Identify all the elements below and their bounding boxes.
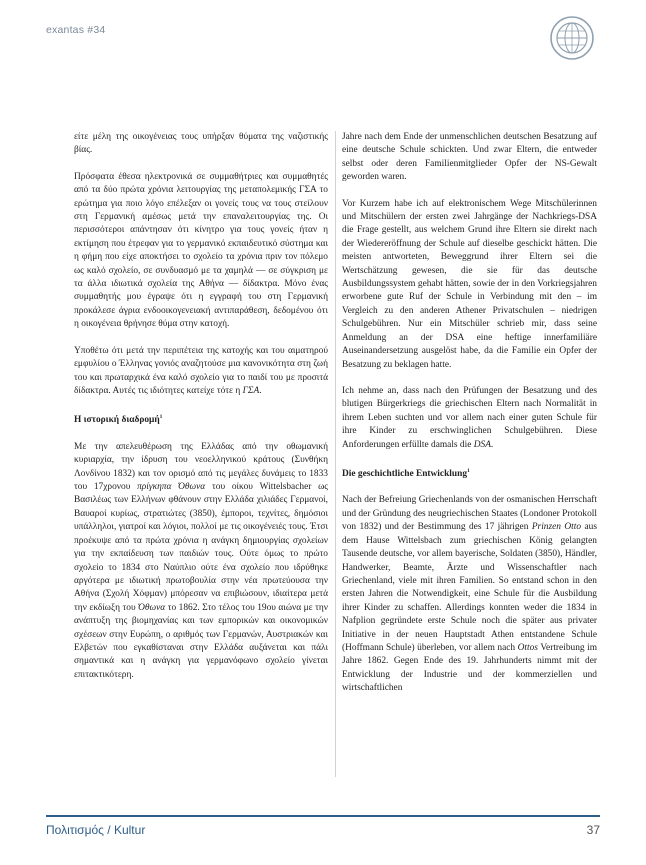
italic-text: DSA — [473, 439, 491, 450]
magazine-issue-title: exantas #34 — [46, 24, 106, 36]
italic-text: ΓΣΑ — [242, 385, 260, 396]
paragraph: Πρόσφατα έθεσα ηλεκτρονικά σε συμμαθήτριες και συμμαθητές από τα δύο πρώτα χρόνια λειτουργίας της μεταπολεμικής ΓΣΑ το ερώτημα για ποιο λόγο επέλεξαν οι γονείς τους να τους στείλουν στη Γερμανική αμέσως μετά την επαναλειτουργίας της. Οι περισσότεροι απάντησαν ότι κίνητρο για τους γονείς ήταν η εκτίμηση που έτρεφαν για το γερμανικό εκπαιδευτικό σύστημα και η φήμη που είχε αποκτήσει το σχολείο τα χρόνια πριν τον πόλεμο ως καλό σχολείο, σε συνδυασμό με τα χαμηλά — σε σύγκριση με τα άλλα ιδιωτικά σχολεία της Αθήνα — δίδακτρα. Μόνο ένας συμμαθητής μου έγραψε ότι η εγγραφή του στη Γερμανική προκάλεσε άγρια ενδοοικογενειακή αντιπαράθεση, δεδομένου ότι η οικογένεια θρήνησε θύμα στην κατοχή. — [74, 171, 328, 330]
globe-icon — [548, 14, 596, 62]
text-run: Nach der Befreiung Griechenlands von der osmanischen Herrschaft und der Gründung des neugriechischen Staates (Londoner Protokoll von 1832) und der Bestimmung des 17 jährigen — [342, 495, 597, 533]
paragraph: Vor Kurzem habe ich auf elektronischem Wege Mitschülerinnen und Mitschülern der ersten zwei Jahrgänge der Nachkriegs-DSA die Frage gestellt, aus welchem Grund ihre Eltern sie direkt nach der Wiedereröffnung der Schule auf dieselbe geschickt hätten. Die meisten antworteten, Beweggrund ihrer Eltern sei die Wertschätzung gewesen, die sie für das deutsche Ausbildungssystem gehabt hätten, sowie der in den Vorkriegsjahren erworbene gute Ruf der Schule in Verbindung mit den – im Vergleich zu den anderen Athener Privatschulen – niedrigen Schulgebühren. Nur ein Mitschüler schrieb mir, dass seine Anmeldung an der DSA eine heftige innerfamiliäre Auseinandersetzung ausgelöst habe, da die Familie ein Opfer der Besatzung zu beklagen hatte. — [342, 198, 597, 370]
heading-text: Die geschichtliche Entwicklung — [342, 469, 468, 480]
section-name: Πολιτισμός / Kultur — [46, 823, 146, 837]
text-run: Vertreibung im Jahre 1862. Gegen Ende des 19. Jahrhunderts nimmt mit der Entwicklung der Industrie und der kommerziellen und wirtschaftlichen — [342, 642, 597, 694]
text-run: Υποθέτω ότι μετά την περιπέτεια της κατοχής και του αιματηρού εμφυλίου ο Έλληνας γονιός αναζητούσε μια κανονικότητα στη ζωή του και πρωταρχικά ένα καλό σχολείο για το παιδί του με προσιτά δίδακτρα. Αυτές τις ιδιότητες κατείχε τότε η — [74, 345, 328, 396]
paragraph — [74, 441, 328, 682]
italic-text: Ottos — [517, 642, 538, 653]
text-run: . — [259, 385, 262, 396]
section-heading — [74, 411, 328, 428]
text-run: . — [490, 439, 494, 450]
text-run: aus dem Hause Wittelsbach zum griechischen König gelangten Tausende deutsche, vor allem bayerische, Soldaten (3850), Händler, Handwerker, Beamte, Ärzte und Wissenschaftler nach Griechenland, viele mit ihren Familien. So entstand schon in den ersten Jahren die Notwendigkeit, eine Schule für die Ausbildung ihrer Kinder zu schaffen. Allerdings konnten weder die 1834 in Nafplion gegründete erste Schule noch die später aus privater Initiative in der neuen Hauptstadt Athen entstandene Schule (Hoffmann Schule) überleben, vor allem nach — [342, 522, 597, 653]
italic-text: πρίγκηπα Όθωνα — [137, 482, 206, 493]
italic-text: Prinzen Otto — [531, 522, 582, 533]
footnote-marker: 1 — [467, 467, 470, 474]
text-run: Με την απελευθέρωση της Ελλάδας από την οθωμανική κυριαρχία, την ίδρυση του νεοελληνικού κράτους (Συνθήκη Λονδίνου 1832) και τον ορισμό από τις μεγάλες δυνάμεις το 1833 του 17χρονου — [74, 441, 328, 493]
footer-rule — [46, 815, 600, 817]
german-column — [342, 131, 597, 709]
section-heading — [342, 465, 597, 482]
heading-text: Η ιστορική διαδρομή — [74, 415, 160, 426]
paragraph: είτε μέλη της οικογένειας τους υπήρξαν θύματα της ναζιστικής βίας. — [74, 132, 328, 156]
paragraph — [342, 385, 597, 452]
paragraph — [74, 345, 328, 399]
greek-column — [74, 131, 328, 695]
paragraph — [342, 494, 597, 695]
text-run: του οίκου Wittelsbacher ως Βασιλέως των Ελλήνων φθάνουν στην Ελλάδα χιλιάδες Γερμανοί, Βαυαροί κυρίως, στρατιώτες (3850), έμποροι, τεχνίτες, δημόσιοι υπάλληλοι, γιατροί και λόγιοι, πολλοί με τις οικογένειές τους. Έτσι προέκυψε από τα πρώτα χρόνια η ανάγκη δημιουργίας σχολείων για την εκπαίδευση των παιδιών τους. Ούτε όμως το πρώτο σχολείο το 1834 στο Ναύπλιο ούτε ένα σχολείο που ιδρύθηκε αργότερα με ιδιωτική πρωτοβουλία στην νέα πρωτεύουσα την Αθήνα (Σχολή Χόφμαν) μπόρεσαν να επιβιώσουν, ιδιαίτερα μετά την εκδίωξη του — [74, 482, 328, 613]
text-run: Ich nehme an, dass nach den Prüfungen der Besatzung und des blutigen Bürgerkriegs die griechischen Eltern nach Normalität in ihrem Leben suchten und vor allem nach einer guten Schule für ihre Kinder zu erschwinglichen Schulgebühren. Diese Anforderungen erfüllte damals die — [342, 385, 597, 450]
page-number: 37 — [586, 823, 600, 837]
column-divider — [335, 131, 336, 777]
paragraph: Jahre nach dem Ende der unmenschlichen deutschen Besatzung auf eine deutsche Schule schickten. Und zwar Eltern, die entweder selbst oder deren Familienmitglieder Opfer der NS-Gewalt geworden waren. — [342, 132, 597, 183]
text-run: το 1862. Στο τέλος του 19ου αιώνα με την ανάπτυξη της βιομηχανίας και των εμπορικών και οικονομικών σχέσεων στην Ευρώπη, ο αριθμός των Γερμανών, Αυστριακών και Ελβετών που εγκαθίσταναι στην Ελλάδα αυξάνεται και πάλι σημαντικά και η ανάγκη για γερμανόφωνο σχολείο γίνεται επιτακτικότερη. — [74, 602, 329, 680]
footnote-marker: 1 — [159, 414, 163, 421]
italic-text: Όθωνα — [138, 602, 166, 613]
